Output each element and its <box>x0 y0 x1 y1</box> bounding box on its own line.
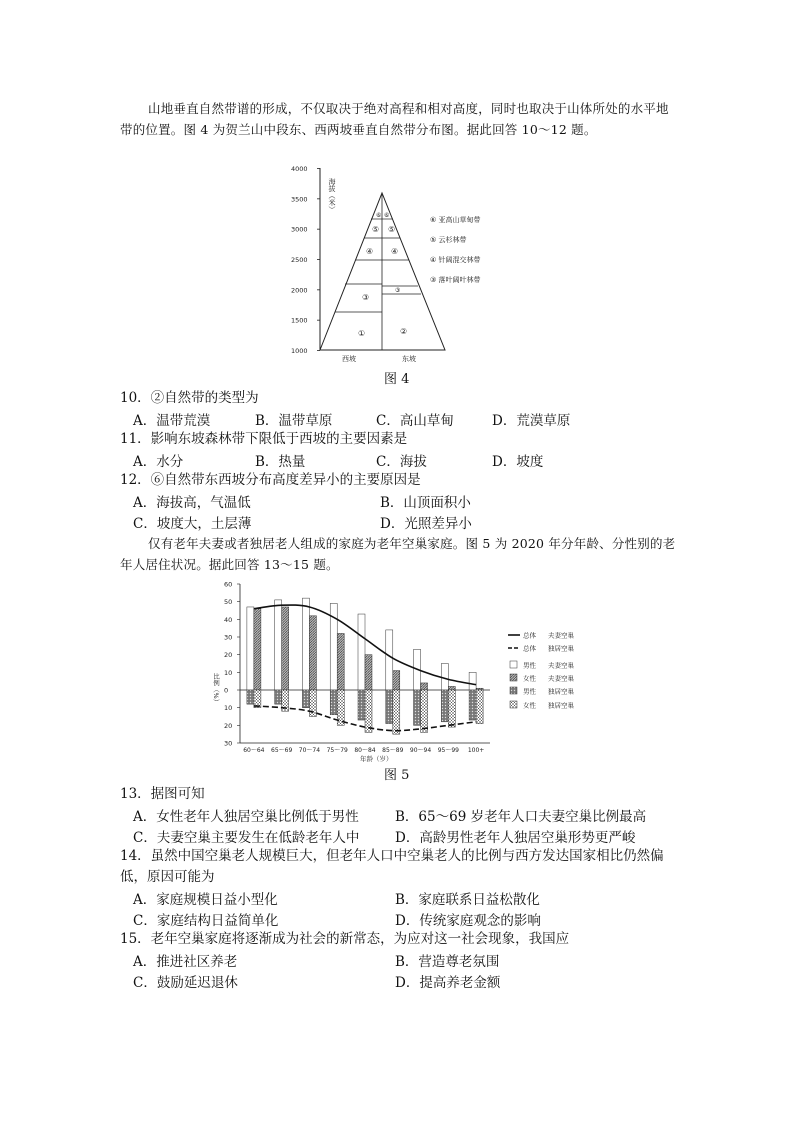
q12-option-b[interactable]: B．山顶面积小 <box>380 495 471 511</box>
y-tick-label: 10 <box>224 704 233 713</box>
q10-option-b[interactable]: B．温带草原 <box>255 413 333 429</box>
legend-swatch <box>510 661 517 668</box>
bar-male-couple <box>275 600 282 690</box>
bar-male-couple <box>386 630 393 690</box>
bar-male-alone <box>414 690 421 725</box>
y-tick-label: 3000 <box>291 225 308 234</box>
bar-female-alone <box>254 690 261 708</box>
question-12-stem: 12．⑥自然带东西坡分布高度差异小的主要原因是 <box>120 472 421 488</box>
legend-label-type: 独居空巢 <box>548 644 574 653</box>
west-zone-1-mark: ① <box>358 329 366 338</box>
q12-option-d[interactable]: D．光照差异小 <box>380 516 472 532</box>
q10-option-a[interactable]: A．温带荒漠 <box>133 413 211 429</box>
bar-female-alone <box>448 690 455 727</box>
q13-option-b[interactable]: B．65～69 岁老年人口夫妻空巢比例最高 <box>395 809 647 825</box>
bar-female-couple <box>337 633 344 690</box>
q10-option-c[interactable]: C．高山草甸 <box>376 413 454 429</box>
x-tick-label: 70～74 <box>298 747 321 754</box>
bar-male-couple <box>247 607 254 690</box>
bar-female-alone <box>393 690 400 734</box>
q15-option-c[interactable]: C．鼓励延迟退休 <box>133 975 238 991</box>
bar-female-couple <box>448 686 455 690</box>
legend-label-group: 女性 <box>523 701 536 710</box>
question-11-stem: 11．影响东坡森林带下限低于西坡的主要因素是 <box>120 431 408 447</box>
east-zone-3-mark: ③ <box>395 287 401 294</box>
q14-option-c[interactable]: C．家庭结构日益简单化 <box>133 913 279 929</box>
bar-female-alone <box>476 690 483 724</box>
q13-option-a[interactable]: A．女性老年人独居空巢比例低于男性 <box>133 809 359 825</box>
y-axis-label: 海拔（米） <box>328 178 336 213</box>
q13-option-c[interactable]: C．夫妻空巢主要发生在低龄老年人中 <box>133 830 360 846</box>
bar-female-couple <box>421 683 428 690</box>
y-tick-label: 0 <box>224 686 229 695</box>
q11-option-b[interactable]: B．热量 <box>255 454 306 470</box>
bar-male-couple <box>469 672 476 690</box>
east-zone-6-mark: ⑥ <box>384 212 390 219</box>
y-axis-label: 比例（%） <box>212 673 220 706</box>
bar-female-couple <box>309 616 316 690</box>
figure-4-vertical-zonation <box>290 160 530 366</box>
bar-male-alone <box>441 690 448 722</box>
bar-male-couple <box>302 598 309 690</box>
y-tick-label: 40 <box>224 615 233 624</box>
x-tick-label: 65～69 <box>271 747 293 754</box>
q15-option-d[interactable]: D．提高养老金额 <box>395 975 501 991</box>
q10-option-d[interactable]: D．荒漠草原 <box>492 413 571 429</box>
bar-female-couple <box>365 655 372 690</box>
bar-female-alone <box>365 690 372 732</box>
bar-male-alone <box>330 690 337 715</box>
x-tick-label: 95～99 <box>437 747 459 754</box>
figure-4-caption: 图 4 <box>384 372 410 387</box>
bar-male-alone <box>469 690 476 720</box>
legend-label-group: 男性 <box>523 687 536 696</box>
legend-zone-3: ③ 落叶阔叶林带 <box>430 276 481 284</box>
legend-label-group: 女性 <box>523 674 536 683</box>
legend-zone-6: ⑥ 亚高山草甸带 <box>430 216 481 224</box>
q12-option-c[interactable]: C．坡度大，土层薄 <box>133 516 252 532</box>
y-tick-label: 2500 <box>291 256 308 264</box>
question-15-stem: 15．老年空巢家庭将逐渐成为社会的新常态，为应对这一社会现象，我国应 <box>120 931 570 947</box>
figure-5-caption: 图 5 <box>384 768 410 783</box>
bar-female-couple <box>476 688 483 690</box>
intro-paragraph-2: 仅有老年夫妻或者独居老人组成的家庭为老年空巢家庭。图 5 为 2020 年分年龄、分性别的老年人居住状况。据此回答 13～15 题。 <box>120 536 676 572</box>
legend-label-group: 总体 <box>523 631 536 640</box>
mountain-triangle <box>320 193 445 350</box>
y-tick-label: 10 <box>224 668 233 677</box>
y-tick-label: 20 <box>224 651 233 660</box>
east-zone-4-mark: ④ <box>391 247 399 256</box>
y-tick-label: 30 <box>224 739 233 748</box>
x-tick-label: 100+ <box>467 747 485 754</box>
q11-option-a[interactable]: A．水分 <box>133 454 184 470</box>
y-tick-label: 4000 <box>291 165 308 173</box>
bar-male-alone <box>386 690 393 724</box>
q11-option-d[interactable]: D．坡度 <box>492 454 544 470</box>
bar-male-alone <box>247 690 254 704</box>
west-zone-5-mark: ⑤ <box>372 225 380 234</box>
legend-label-type: 独居空巢 <box>548 701 574 710</box>
west-zone-3-mark: ③ <box>362 293 370 302</box>
y-tick-label: 50 <box>224 598 233 607</box>
west-zone-4-mark: ④ <box>366 247 374 256</box>
legend-swatch <box>510 687 517 694</box>
q14-option-d[interactable]: D．传统家庭观念的影响 <box>395 913 541 929</box>
west-slope-label: 西坡 <box>342 355 356 363</box>
q11-option-c[interactable]: C．海拔 <box>376 454 427 470</box>
x-axis-label: 年龄（岁） <box>360 755 393 763</box>
legend-label-type: 夫妻空巢 <box>548 661 574 670</box>
x-tick-label: 75～79 <box>326 747 348 754</box>
y-tick-label: 2000 <box>291 286 308 295</box>
question-10-stem: 10．②自然带的类型为 <box>120 390 259 406</box>
bar-female-couple <box>282 607 289 690</box>
legend-zone-4: ④ 针阔混交林带 <box>430 256 481 264</box>
east-slope-label: 东坡 <box>402 355 416 363</box>
legend-swatch <box>510 701 517 708</box>
x-tick-label: 85～89 <box>382 747 404 754</box>
y-tick-label: 1500 <box>291 316 308 325</box>
legend-zone-5: ⑤ 云杉林带 <box>430 236 467 244</box>
bar-male-alone <box>358 690 365 720</box>
bar-female-alone <box>421 690 428 732</box>
q15-option-a[interactable]: A．推进社区养老 <box>133 954 238 970</box>
bar-male-couple <box>358 614 365 690</box>
q13-option-d[interactable]: D．高龄男性老年人独居空巢形势更严峻 <box>395 830 636 846</box>
q12-option-a[interactable]: A．海拔高，气温低 <box>133 495 251 511</box>
y-tick-label: 1000 <box>291 347 308 355</box>
q14-option-b[interactable]: B．家庭联系日益松散化 <box>395 892 540 908</box>
east-zone-2-mark: ② <box>400 327 408 336</box>
q15-option-b[interactable]: B．营造尊老氛围 <box>395 954 500 970</box>
east-zone-5-mark: ⑤ <box>388 225 396 234</box>
bar-male-couple <box>441 664 448 691</box>
bar-male-alone <box>275 690 282 704</box>
west-zone-6-mark: ⑥ <box>376 212 382 219</box>
x-tick-label: 80～84 <box>354 747 376 754</box>
legend-label-group: 男性 <box>523 661 536 670</box>
bar-female-couple <box>393 671 400 690</box>
intro-paragraph-1: 山地垂直自然带谱的形成，不仅取决于绝对高程和相对高度，同时也取决于山体所处的水平地带的位置。图 4 为贺兰山中段东、西两坡垂直自然带分布图。据此回答 10～12 题。 <box>120 101 669 137</box>
question-13-stem: 13．据图可知 <box>120 786 205 802</box>
legend-label-type: 夫妻空巢 <box>548 674 574 683</box>
x-tick-label: 60～64 <box>243 747 265 754</box>
bar-male-alone <box>302 690 309 708</box>
q14-option-a[interactable]: A．家庭规模日益小型化 <box>133 892 278 908</box>
y-tick-label: 30 <box>224 633 233 642</box>
question-14-stem: 14．虽然中国空巢老人规模巨大，但老年人口中空巢老人的比例与西方发达国家相比仍然偏低，原因可能为 <box>120 848 664 885</box>
figure-5-chart <box>210 578 590 764</box>
x-tick-label: 90～94 <box>409 747 432 754</box>
y-tick-label: 20 <box>224 721 233 730</box>
legend-label-type: 夫妻空巢 <box>548 631 574 640</box>
y-tick-label: 60 <box>224 580 233 589</box>
legend-label-group: 总体 <box>523 644 536 653</box>
legend-swatch <box>510 674 517 681</box>
bar-female-couple <box>254 609 261 690</box>
y-tick-label: 3500 <box>291 195 308 204</box>
legend-label-type: 独居空巢 <box>548 687 574 696</box>
